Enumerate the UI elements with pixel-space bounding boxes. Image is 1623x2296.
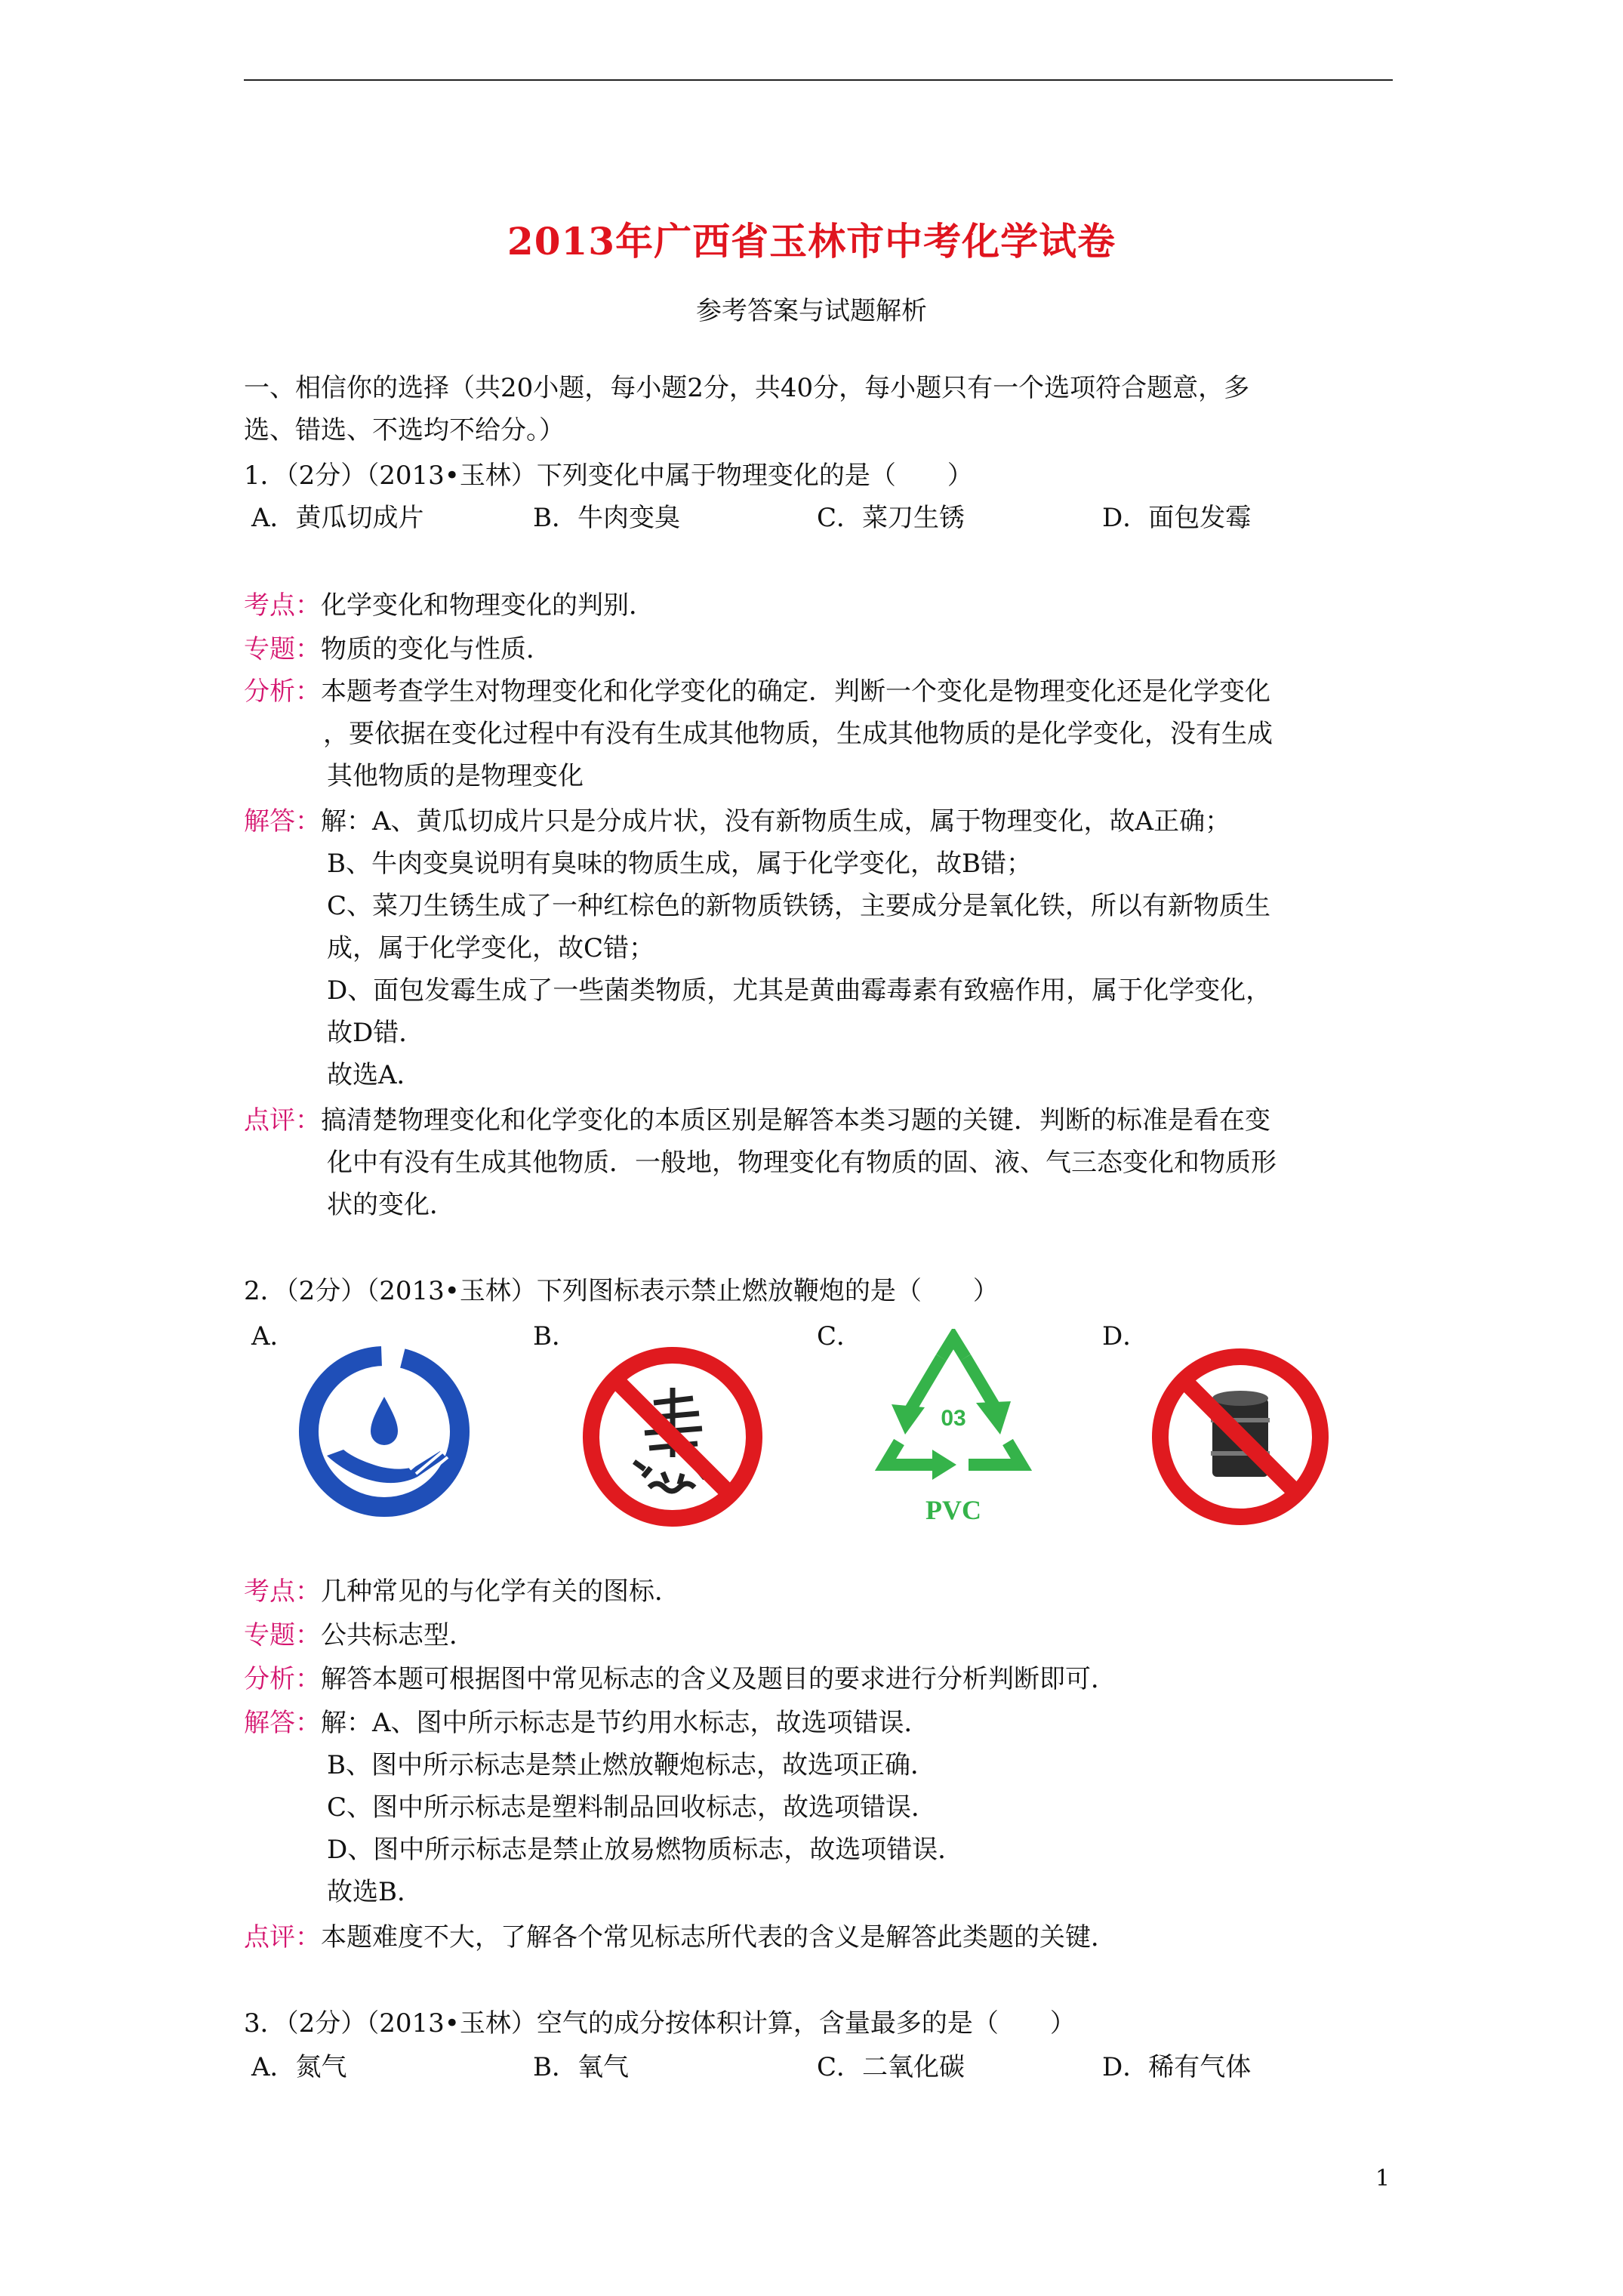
zhuanti-label: 专题：	[244, 1620, 321, 1650]
q1-dianping	[244, 1105, 1270, 1136]
q1-jieda-line5: D、面包发霉生成了一些菌类物质，尤其是黄曲霉毒素有致癌作用，属于化学变化，	[327, 975, 1272, 1006]
q2-jieda	[244, 1708, 930, 1738]
q2-zhuanti-text: 公共标志型．	[321, 1620, 475, 1650]
q2-fenxi-text: 解答本题可根据图中常见标志的含义及题目的要求进行分析判断即可．	[321, 1664, 1116, 1694]
q1-fenxi-line1: 本题考查学生对物理变化和化学变化的确定．判断一个变化是物理变化还是化学变化	[321, 676, 1270, 707]
page-title: 2013年广西省玉林市中考化学试卷	[507, 219, 1116, 264]
fenxi-label: 分析：	[244, 1664, 321, 1694]
section-heading-line1: 一、相信你的选择（共20小题，每小题2分，共40分，每小题只有一个选项符合题意，多	[244, 373, 1250, 403]
page-number: 1	[1375, 2165, 1390, 2192]
q2-option-a-label: A．	[251, 1321, 296, 1351]
fenxi-label: 分析：	[244, 676, 321, 707]
q1-stem: 1．（2分）（2013•玉林）下列变化中属于物理变化的是（ ）	[244, 461, 973, 491]
q2-dianping-text: 本题难度不大，了解各个常见标志所代表的含义是解答此类题的关键．	[321, 1922, 1116, 1952]
q1-zhuanti	[244, 634, 552, 664]
recycle-label: PVC	[925, 1495, 981, 1525]
q1-option-a: A．黄瓜切成片	[251, 503, 424, 533]
q2-kaodian	[244, 1576, 680, 1607]
no-firecrackers-sign-icon	[580, 1344, 765, 1530]
q1-option-b: B．牛肉变臭	[533, 503, 680, 533]
q1-dianping-line3: 状的变化．	[327, 1190, 455, 1220]
jieda-label: 解答：	[244, 806, 321, 837]
recycle-code: 03	[941, 1406, 966, 1431]
q2-dianping	[244, 1922, 1116, 1952]
q1-dianping-line2: 化中有没有生成其他物质．一般地，物理变化有物质的固、液、气三态变化和物质形	[327, 1148, 1277, 1178]
q2-jieda-line5: 故选B．	[327, 1877, 423, 1907]
q2-fenxi	[244, 1664, 1116, 1694]
q1-dianping-line1: 搞清楚物理变化和化学变化的本质区别是解答本类习题的关键．判断的标准是看在变	[321, 1105, 1270, 1136]
q1-jieda-line6: 故D错．	[327, 1018, 425, 1048]
section-heading-line2: 选、错选、不选均不给分。）	[244, 415, 565, 445]
q1-fenxi	[244, 676, 1270, 707]
q2-zhuanti	[244, 1620, 475, 1650]
q1-jieda	[244, 806, 1230, 837]
zhuanti-label: 专题：	[244, 634, 321, 664]
q2-option-d-label: D．	[1102, 1321, 1149, 1351]
q1-option-d: D．面包发霉	[1102, 503, 1252, 533]
q1-zhuanti-text: 物质的变化与性质．	[321, 634, 552, 664]
q1-option-c: C．菜刀生锈	[817, 503, 965, 533]
pvc-recycle-sign-icon	[863, 1329, 1044, 1533]
jieda-label: 解答：	[244, 1708, 321, 1738]
q2-kaodian-text: 几种常见的与化学有关的图标．	[321, 1576, 680, 1607]
q3-stem: 3．（2分）（2013•玉林）空气的成分按体积计算，含量最多的是（ ）	[244, 2008, 1076, 2039]
kaodian-label: 考点：	[244, 590, 321, 621]
q3-option-b: B．氧气	[533, 2052, 629, 2082]
q1-jieda-line4: 成，属于化学变化，故C错；	[327, 933, 655, 963]
dianping-label: 点评：	[244, 1922, 321, 1952]
header-rule	[244, 79, 1393, 81]
q2-jieda-line3: C、图中所示标志是塑料制品回收标志，故选项错误．	[327, 1792, 938, 1823]
q3-option-a: A．氮气	[251, 2052, 347, 2082]
q1-fenxi-line2: ，要依据在变化过程中有没有生成其他物质，生成其他物质的是化学变化，没有生成	[323, 719, 1273, 749]
q1-jieda-line7: 故选A．	[327, 1060, 423, 1090]
q3-option-d: D．稀有气体	[1102, 2052, 1252, 2082]
q1-jieda-line1: 解：A、黄瓜切成片只是分成片状，没有新物质生成，属于物理变化，故A正确；	[321, 806, 1231, 837]
q2-jieda-line2: B、图中所示标志是禁止燃放鞭炮标志，故选项正确．	[327, 1750, 936, 1780]
page-subtitle: 参考答案与试题解析	[696, 296, 927, 326]
q2-option-c-label: C．	[817, 1321, 863, 1351]
q1-kaodian	[244, 590, 654, 621]
q2-jieda-line1: 解：A、图中所示标志是节约用水标志，故选项错误．	[321, 1708, 930, 1738]
q1-jieda-line3: C、菜刀生锈生成了一种红棕色的新物质铁锈，主要成分是氧化铁，所以有新物质生	[327, 891, 1271, 921]
q3-option-c: C．二氧化碳	[817, 2052, 965, 2082]
q2-option-b-label: B．	[533, 1321, 577, 1351]
q1-jieda-line2: B、牛肉变臭说明有臭味的物质生成，属于化学变化，故B错；	[327, 849, 1032, 879]
q1-kaodian-text: 化学变化和物理变化的判别．	[321, 590, 654, 621]
no-flammable-barrel-sign-icon	[1147, 1344, 1333, 1530]
q2-stem: 2．（2分）（2013•玉林）下列图标表示禁止燃放鞭炮的是（ ）	[244, 1276, 999, 1306]
q1-fenxi-line3: 其他物质的是物理变化	[327, 761, 584, 791]
kaodian-label: 考点：	[244, 1576, 321, 1607]
water-saving-sign-icon	[297, 1344, 472, 1519]
q2-jieda-line4: D、图中所示标志是禁止放易燃物质标志，故选项错误．	[327, 1835, 964, 1865]
dianping-label: 点评：	[244, 1105, 321, 1136]
